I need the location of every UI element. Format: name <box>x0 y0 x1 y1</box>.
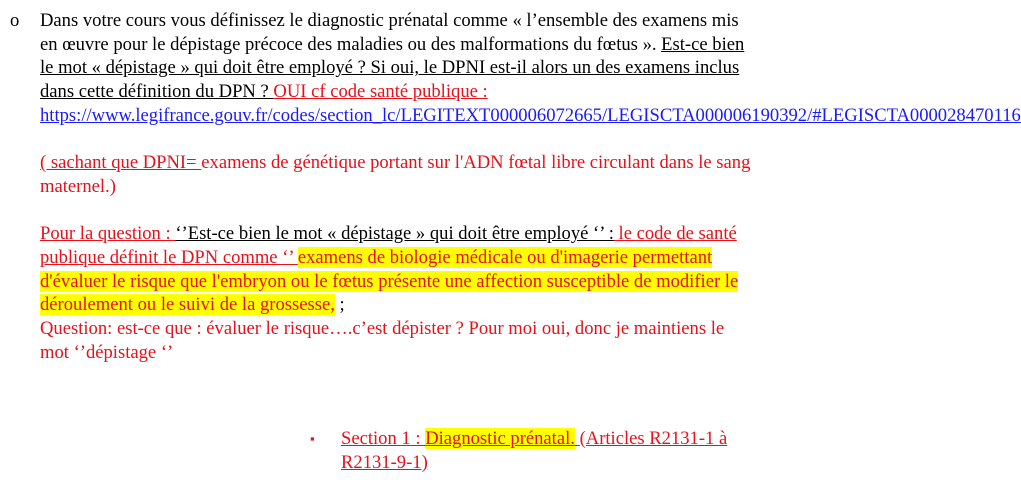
dpni-note-prefix: ( sachant que DPNI= <box>40 152 202 174</box>
list-bullet: o <box>10 10 20 31</box>
dpni-note-text: examens de génétique portant sur l'ADN fœtal libre circulant dans le sang maternel.) <box>40 152 751 197</box>
paragraph-answer <box>40 222 752 364</box>
section-text <box>341 427 740 474</box>
answer-oui: OUI cf code santé publique : <box>273 81 488 103</box>
answer-csp-intro: le code de santé publique définit le DPN comme ‘’ <box>40 223 737 268</box>
answer-highlight: examens de biologie médicale ou d'imagerie permettant d'évaluer le risque que l'embryon ou le fœtus présente une affection susceptible de modifier le déroulement ou le suivi de la grossesse, <box>40 247 739 316</box>
answer-label: Pour la question : <box>40 223 176 245</box>
section-label: Section 1 : <box>341 428 426 449</box>
section-title-highlight: Diagnostic prénatal. <box>425 428 575 449</box>
legifrance-link[interactable]: https://www.legifrance.gouv.fr/codes/section_lc/LEGITEXT000006072665/LEGISCTA000006190392/#LEGISCTA000028470116 <box>40 104 1021 126</box>
square-bullet-icon: ▪ <box>310 431 315 446</box>
paragraph-dpni-note <box>40 151 752 198</box>
answer-semicolon: ; <box>334 294 345 316</box>
section-articles: (Articles R2131-1 à R2131-9-1) <box>341 428 728 473</box>
section-list-item <box>300 427 740 474</box>
question-underlined: Est-ce bien le mot « dépistage » qui doit être employé ? Si oui, le DPNI est-il alors un des examens inclus dans cette définition du DPN ? <box>40 33 745 103</box>
paragraph-question-intro: Dans votre cours vous définissez le diagnostic prénatal comme « l’ensemble des examens mis en œuvre pour le dépistage précoce des maladies ou des malformations du fœtus ». <box>40 10 739 55</box>
answer-question-followup: Question: est-ce que : évaluer le risque….c’est dépister ? Pour moi oui, donc je maintiens le mot ‘’dépistage ‘’ <box>40 318 725 363</box>
answer-quoted-question: ‘’Est-ce bien le mot « dépistage » qui doit être employé ‘’ : <box>175 223 614 245</box>
document-body <box>40 9 1021 365</box>
paragraph-question <box>40 9 1021 128</box>
